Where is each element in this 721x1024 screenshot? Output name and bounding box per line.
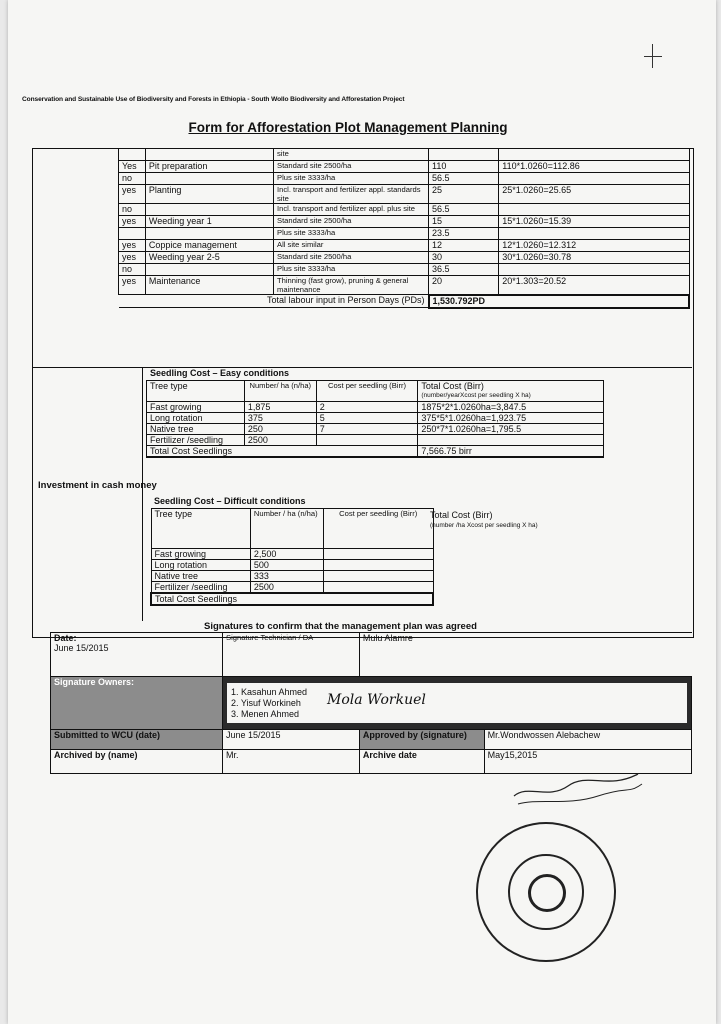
easy-col-total-cell [418, 381, 604, 402]
labour-description: Standard site 2500/ha [274, 252, 429, 264]
sig-date-value: June 15/2015 [54, 643, 109, 653]
labour-activity [145, 228, 273, 240]
labour-row [119, 173, 690, 185]
sig-approved-label: Approved by (signature) [359, 730, 484, 750]
labour-calculation: 20*1.303=20.52 [499, 276, 689, 295]
labour-flag [119, 149, 146, 161]
difficult-number: 500 [250, 560, 323, 571]
difficult-cost [323, 549, 433, 560]
labour-flag: no [119, 264, 146, 276]
sig-archive-date-value: May15,2015 [484, 750, 691, 774]
labour-activity: Coppice management [145, 240, 273, 252]
labour-activity [145, 149, 273, 161]
labour-flag: no [119, 204, 146, 216]
labour-row [119, 228, 690, 240]
labour-row [119, 185, 690, 204]
labour-quantity: 30 [429, 252, 499, 264]
labour-row [119, 204, 690, 216]
easy-col-type: Tree type [147, 381, 245, 402]
project-header: Conservation and Sustainable Use of Biodiversity and Forests in Ethiopia - South Wollo Biodiversity and Afforestation Project [22, 96, 405, 103]
approval-handwriting [508, 770, 648, 810]
easy-total-value: 7,566.75 birr [418, 446, 604, 458]
section-divider [32, 367, 692, 368]
official-seal [476, 822, 616, 962]
difficult-col-total-note: (number /ha Xcost per seedling X ha) [430, 522, 538, 529]
labour-flag: yes [119, 276, 146, 295]
sig-submitted-label: Submitted to WCU (date) [51, 730, 223, 750]
difficult-tree-type: Native tree [151, 571, 250, 582]
labour-calculation: 12*1.0260=12.312 [499, 240, 689, 252]
labour-description: Incl. transport and fertilizer appl. plus site [274, 204, 429, 216]
scanned-form-page [8, 0, 716, 1024]
labour-activity: Weeding year 2-5 [145, 252, 273, 264]
easy-tree-type: Fast growing [147, 402, 245, 413]
labour-flag: yes [119, 252, 146, 264]
difficult-cost [323, 560, 433, 571]
easy-cost: 2 [316, 402, 418, 413]
labour-row [119, 149, 690, 161]
labour-quantity: 56.5 [429, 173, 499, 185]
easy-row [147, 435, 604, 446]
seal-emblem-icon [528, 874, 566, 912]
easy-tree-type: Long rotation [147, 413, 245, 424]
labour-activity [145, 204, 273, 216]
difficult-col-number: Number / ha (n/ha) [250, 509, 323, 549]
labour-quantity: 12 [429, 240, 499, 252]
difficult-number: 2500 [250, 582, 323, 594]
labour-description: Thinning (fast grow), pruning & general maintenance [274, 276, 429, 295]
labour-calculation [499, 149, 689, 161]
easy-row [147, 424, 604, 435]
labour-flag [119, 228, 146, 240]
labour-calculation: 25*1.0260=25.65 [499, 185, 689, 204]
labour-row [119, 161, 690, 173]
margin-mark [644, 56, 662, 57]
difficult-number: 2,500 [250, 549, 323, 560]
labour-activity: Weeding year 1 [145, 216, 273, 228]
labour-calculation: 30*1.0260=30.78 [499, 252, 689, 264]
labour-description: Standard site 2500/ha [274, 161, 429, 173]
labour-quantity: 36.5 [429, 264, 499, 276]
labour-table [118, 148, 690, 309]
labour-calculation [499, 204, 689, 216]
easy-tree-type: Fertilizer /seedling [147, 435, 245, 446]
labour-row [119, 240, 690, 252]
labour-quantity: 15 [429, 216, 499, 228]
difficult-tree-type: Fertilizer /seedling [151, 582, 250, 594]
form-title: Form for Afforestation Plot Management Planning [188, 120, 508, 135]
owner-name: 3. Menen Ahmed [231, 709, 300, 719]
easy-cost [316, 435, 418, 446]
labour-quantity: 110 [429, 161, 499, 173]
sig-owners-cell [223, 677, 692, 730]
labour-flag: Yes [119, 161, 146, 173]
difficult-col-cost: Cost per seedling (Birr) [323, 509, 433, 549]
sig-approved-value: Mr.Wondwossen Alebachew [484, 730, 691, 750]
easy-total [418, 435, 604, 446]
signatures-table [50, 632, 692, 774]
seal-inner-ring [508, 854, 584, 930]
sig-archive-date-label: Archive date [359, 750, 484, 774]
labour-quantity: 56.5 [429, 204, 499, 216]
easy-number: 250 [244, 424, 316, 435]
labour-description: Plus site 3333/ha [274, 173, 429, 185]
easy-total-label: Total Cost Seedlings [147, 446, 418, 458]
difficult-col-total: Total Cost (Birr) [430, 510, 493, 520]
easy-total: 375*5*1.0260ha=1,923.75 [418, 413, 604, 424]
difficult-row [151, 560, 433, 571]
easy-col-total: Total Cost (Birr) [421, 381, 484, 391]
labour-quantity [429, 149, 499, 161]
difficult-seedling-table [150, 508, 434, 606]
easy-col-cost: Cost per seedling (Birr) [316, 381, 418, 402]
sig-date-label: Date: [54, 633, 77, 643]
easy-cost: 7 [316, 424, 418, 435]
labour-flag: yes [119, 185, 146, 204]
difficult-heading: Seedling Cost – Difficult conditions [154, 496, 306, 506]
sig-owners-label: Signature Owners: [51, 677, 223, 730]
labour-total-label: Total labour input in Person Days (PDs) [119, 295, 429, 308]
labour-quantity: 20 [429, 276, 499, 295]
owner-name: 2. Yisuf Workineh [231, 698, 301, 708]
easy-heading: Seedling Cost – Easy conditions [150, 368, 290, 378]
labour-flag: yes [119, 216, 146, 228]
handwritten-signature: Mola Workuel [327, 692, 426, 708]
labour-calculation [499, 264, 689, 276]
easy-tree-type: Native tree [147, 424, 245, 435]
labour-activity: Planting [145, 185, 273, 204]
section-divider-vertical [142, 367, 143, 621]
owner-name: 1. Kasahun Ahmed [231, 687, 308, 697]
labour-calculation: 15*1.0260=15.39 [499, 216, 689, 228]
labour-calculation [499, 173, 689, 185]
difficult-tree-type: Fast growing [151, 549, 250, 560]
labour-total-value: 1,530.792PD [429, 295, 689, 308]
difficult-number: 333 [250, 571, 323, 582]
sig-submitted-value: June 15/2015 [223, 730, 360, 750]
labour-quantity: 23.5 [429, 228, 499, 240]
sig-archived-value: Mr. [223, 750, 360, 774]
labour-activity [145, 173, 273, 185]
labour-description: Plus site 3333/ha [274, 264, 429, 276]
easy-col-total-note: (number/yearXcost per seedling X ha) [421, 392, 531, 399]
labour-description: site [274, 149, 429, 161]
labour-row [119, 264, 690, 276]
labour-description: Incl. transport and fertilizer appl. standards site [274, 185, 429, 204]
easy-row [147, 413, 604, 424]
difficult-row [151, 549, 433, 560]
difficult-row [151, 571, 433, 582]
easy-seedling-table [146, 380, 604, 458]
labour-activity [145, 264, 273, 276]
difficult-cost [323, 582, 433, 594]
labour-row [119, 216, 690, 228]
labour-quantity: 25 [429, 185, 499, 204]
sig-technician-name: Mulu Alamre [359, 633, 691, 677]
easy-number: 375 [244, 413, 316, 424]
labour-flag: yes [119, 240, 146, 252]
easy-total: 1875*2*1.0260ha=3,847.5 [418, 402, 604, 413]
sig-archived-label: Archived by (name) [51, 750, 223, 774]
difficult-cost [323, 571, 433, 582]
sig-technician-label: Signature Technician / DA [223, 633, 360, 677]
investment-label: Investment in cash money [38, 480, 157, 491]
difficult-col-type: Tree type [151, 509, 250, 549]
sig-owners-box [227, 683, 687, 723]
easy-number: 2500 [244, 435, 316, 446]
labour-row [119, 276, 690, 295]
easy-cost: 5 [316, 413, 418, 424]
easy-row [147, 402, 604, 413]
easy-col-number: Number/ ha (n/ha) [244, 381, 316, 402]
labour-description: Plus site 3333/ha [274, 228, 429, 240]
labour-activity: Pit preparation [145, 161, 273, 173]
easy-number: 1,875 [244, 402, 316, 413]
difficult-total-label: Total Cost Seedlings [151, 593, 433, 605]
labour-calculation: 110*1.0260=112.86 [499, 161, 689, 173]
labour-calculation [499, 228, 689, 240]
labour-activity: Maintenance [145, 276, 273, 295]
signatures-heading: Signatures to confirm that the management plan was agreed [204, 621, 477, 632]
sig-date-cell [51, 633, 223, 677]
labour-flag: no [119, 173, 146, 185]
difficult-row [151, 582, 433, 594]
difficult-tree-type: Long rotation [151, 560, 250, 571]
labour-description: All site similar [274, 240, 429, 252]
labour-row [119, 252, 690, 264]
easy-total: 250*7*1.0260ha=1,795.5 [418, 424, 604, 435]
labour-description: Standard site 2500/ha [274, 216, 429, 228]
